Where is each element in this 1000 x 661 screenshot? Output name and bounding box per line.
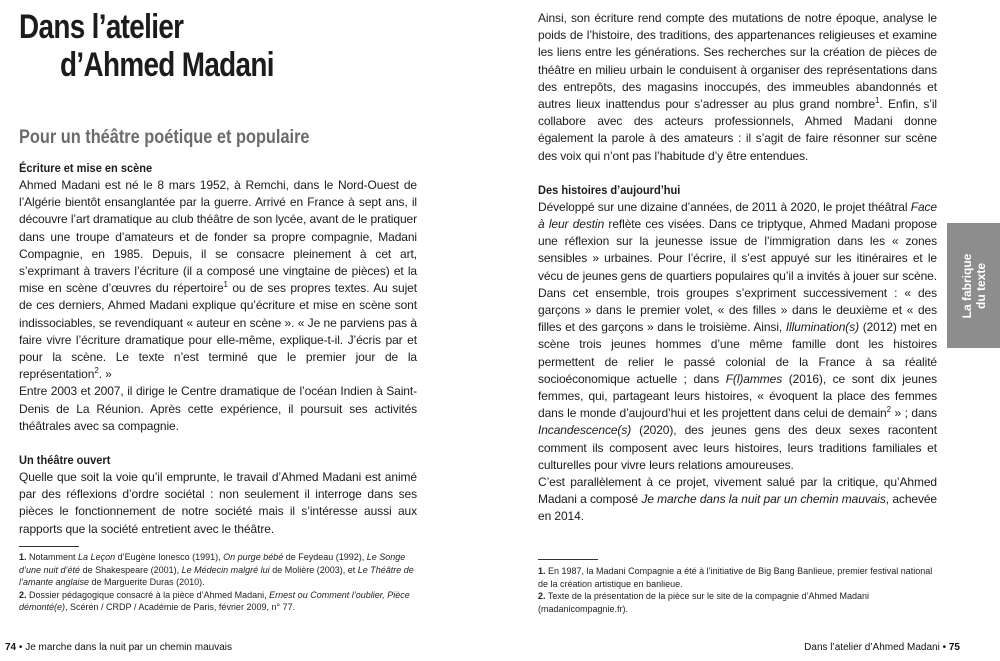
- chapter-title-line1: Dans l’atelier: [19, 8, 184, 46]
- left-page: [19, 8, 417, 84]
- footer-left: [5, 642, 232, 653]
- right-body: [538, 10, 937, 526]
- chapter-title-line2: d’Ahmed Madani: [60, 46, 274, 84]
- subheading-theatre-ouvert: Un théâtre ouvert: [19, 453, 111, 468]
- footer-right: [804, 642, 960, 653]
- footnote: 1. Notamment La Leçon d’Eugène Ionesco (1991), On purge bébé de Feydeau (1992), Le Songe d’une nuit d’été de Shakespeare (2001), Le Médecin malgré lui de Molière (2003), et Le Théâtre de l’amante anglaise de Marguerite Duras (2010).: [19, 552, 414, 587]
- page-number: 74: [5, 642, 17, 653]
- footnotes-left: [19, 551, 417, 614]
- paragraph: Ahmed Madani est né le 8 mars 1952, à Remchi, dans le Nord-Ouest de l’Algérie bientôt ensanglantée par la guerre. Arrivé en France à sept ans, il découvre l’art dramatique au club théâtre de son lycée, avant de le pratiquer dans une troupe d’amateurs et de fonder sa propre compagnie, Madani Compagnie, en 1985. Depuis, il se consacre pleinement à cet art, s’exprimant à travers l’écriture (il a composé une vingtaine de pièces) et la mise en scène d’œuvres du répertoire$^1$ ou de ses propres textes. Au sujet de ces derniers, Ahmed Madani explique qu’écriture et mise en scène sont indissociables, se revendiquant « auteur en scène ». « Je ne parviens pas à faire vivre l’écriture dramatique pour elle-même, explique-t-il. J’écris par et pour la scène. Le texte n’est terminé que le premier jour de la représentation$^2$. »: [19, 178, 417, 382]
- footnote: 2. Texte de la présentation de la pièce sur le site de la compagnie d’Ahmed Madani (madanicompagnie.fr).: [538, 591, 870, 614]
- paragraph: Quelle que soit la voie qu’il emprunte, le travail d’Ahmed Madani est animé par des réflexions d’ordre sociétal : non seulement il interroge dans ses pièces le fonctionnement de notre société mais il s’intéresse aussi aux rapports que la société entretient avec le théâtre.: [19, 470, 417, 536]
- subheading-ecriture: Écriture et mise en scène: [19, 161, 153, 175]
- section-tab: [947, 223, 1000, 348]
- footer-book-title: Je marche dans la nuit par un chemin mauvais: [25, 642, 232, 653]
- footnote-rule: [19, 546, 79, 547]
- footnote-rule: [538, 559, 598, 560]
- section-heading: Pour un théâtre poétique et populaire: [19, 127, 310, 148]
- footnotes-right: [538, 565, 937, 615]
- paragraph: Développé sur une dizaine d’années, de 2011 à 2020, le projet théâtral Face à leur destin reflète ces visées. Dans ce triptyque, Ahmed Madani propose une réflexion sur la jeunesse issue de l’immigration dans les « zones sensibles » urbaines. Pour l’écrire, il s’est appuyé sur les itinéraires et le vécu de jeunes gens de quartiers populaires qu’il a invités à jouer sur scène. Dans cet ensemble, trois groupes s’expriment successivement : « des garçons » dans le premier volet, « des filles » dans le deuxième et « des filles et des garçons » dans le troisième. Ainsi, Illumination(s) (2012) met en scène trois jeunes hommes d’une même famille dont les histoires permettent de relier le passé colonial de la France à sa réalité socioéconomique actuelle ; dans F(l)ammes (2016), ce sont dix jeunes femmes, qui, partageant leurs histoires, « évoquent la place des femmes dans le monde d’aujourd’hui et les projettent dans celui de demain$^2$ » ; dans Incandescence(s) (2020), des jeunes gens des deux sexes racontent comment ils composent avec leurs histoires, leurs traditions familiales et culturelles pour vivre leurs relations amoureuses.: [538, 199, 937, 472]
- page-number: 75: [948, 642, 960, 653]
- section-tab-label: La fabrique du texte: [959, 253, 988, 318]
- paragraph: C’est parallèlement à ce projet, vivement salué par la critique, qu’Ahmed Madani a composé Je marche dans la nuit par un chemin mauvais, achevée en 2014.: [538, 475, 938, 524]
- footer-bullet: •: [18, 642, 23, 653]
- footnote: 2. Dossier pédagogique consacré à la pièce d’Ahmed Madani, Ernest ou Comment l’oublier, Pièce démonté(e), Scérén / CRDP / Académie de Paris, février 2009, n° 77.: [19, 589, 410, 612]
- left-body: [19, 160, 417, 538]
- paragraph: Ainsi, son écriture rend compte des mutations de notre époque, analyse le poids de l’histoire, des traditions, des appartenances religieuses et examine les liens entre les générations. Ses recherches sur la création de pièces de théâtre en milieu urbain le conduisent à organiser des représentations dans des entrepôts, des magasins inoccupés, des immeubles abandonnés et autres lieux inattendus pour s’adresser au plus grand nombre$^1$. Enfin, s’il collabore avec des acteurs professionnels, Ahmed Madani donne également la parole à des amateurs : il s’agit de faire résonner sur scène des voix qui n’ont pas l’habitude d’y être entendues.: [538, 11, 937, 163]
- paragraph: Entre 2003 et 2007, il dirige le Centre dramatique de l’océan Indien à Saint-Denis de La Réunion. Après cette expérience, il poursuit ses activités théâtrales avec sa compagnie.: [19, 384, 417, 433]
- footer-chapter-title: Dans l’atelier d’Ahmed Madani: [804, 642, 940, 653]
- chapter-title: [19, 8, 345, 84]
- footer-bullet: •: [942, 642, 947, 653]
- subheading-histoires: Des histoires d’aujourd’hui: [538, 182, 681, 197]
- footnote: 1. En 1987, la Madani Compagnie a été à l’initiative de Big Bang Banlieue, premier festival national de la création artistique en banlieue.: [538, 566, 933, 589]
